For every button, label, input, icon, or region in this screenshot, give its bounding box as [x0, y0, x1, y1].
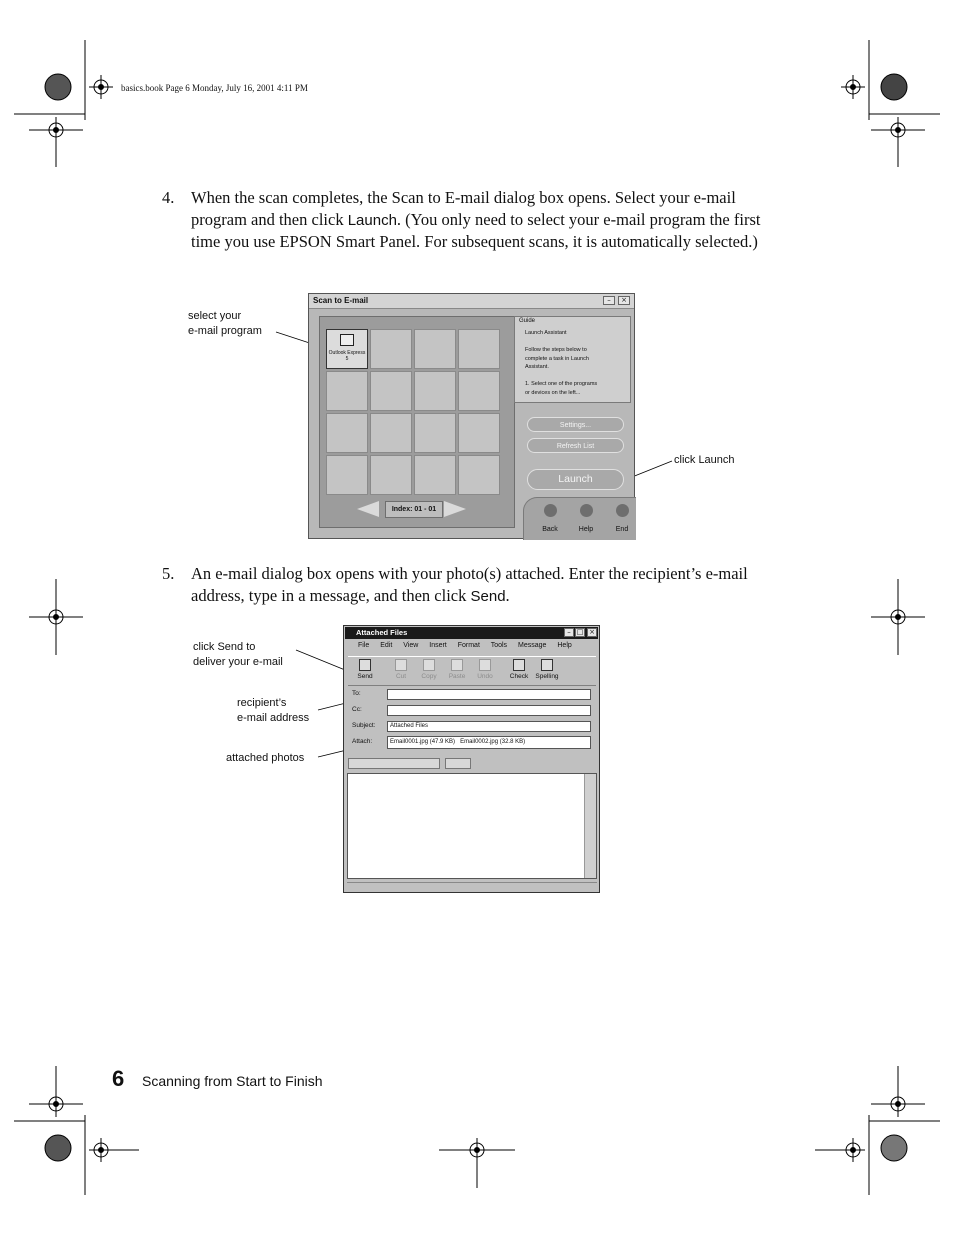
program-cell[interactable] [414, 413, 456, 453]
menu-tools[interactable]: Tools [490, 642, 508, 649]
step-4 [162, 187, 782, 253]
guide-title: Guide [519, 318, 536, 324]
help-icon [580, 504, 593, 517]
menu-format[interactable]: Format [457, 642, 480, 649]
close-button[interactable]: × [587, 628, 597, 637]
program-cell[interactable] [458, 455, 500, 495]
copy-icon [423, 659, 435, 671]
to-field[interactable] [387, 689, 591, 700]
font-select[interactable] [348, 758, 440, 769]
program-cell[interactable] [458, 329, 500, 369]
attach-field[interactable] [387, 736, 591, 749]
end-button[interactable]: End [610, 504, 634, 533]
paste-icon [451, 659, 463, 671]
scrollbar[interactable] [584, 774, 596, 878]
attachment-item[interactable]: Email0001.jpg (47.9 KB) [390, 739, 456, 745]
menu-view[interactable]: View [403, 642, 419, 649]
program-cell[interactable] [326, 371, 368, 411]
program-cell[interactable] [414, 329, 456, 369]
ui-keyword: Send [470, 587, 506, 605]
status-bar [347, 882, 597, 892]
program-cell[interactable] [326, 455, 368, 495]
program-cell[interactable] [326, 413, 368, 453]
attachment-item[interactable]: Email0002.jpg (32.8 KB) [460, 739, 526, 745]
program-cell[interactable] [414, 371, 456, 411]
settings-button[interactable]: Settings... [527, 417, 624, 432]
launch-button[interactable]: Launch [527, 469, 624, 490]
spelling-button[interactable]: Spelling [534, 659, 560, 680]
window-title: Scan to E-mail [309, 294, 634, 309]
step-number: 4. [162, 188, 175, 207]
check-names-button[interactable]: Check [506, 659, 532, 680]
undo-button[interactable]: Undo [472, 659, 498, 680]
section-title: Scanning from Start to Finish [142, 1073, 323, 1089]
cut-button[interactable]: Cut [388, 659, 414, 680]
to-label: To: [352, 690, 361, 697]
next-page-arrow-icon[interactable] [444, 501, 466, 517]
menu-insert[interactable]: Insert [429, 642, 447, 649]
menu-bar [358, 642, 581, 649]
step-number: 5. [162, 564, 175, 583]
callout-send: click Send to deliver your e-mail [193, 641, 283, 668]
undo-icon [479, 659, 491, 671]
toolbar [348, 656, 596, 686]
cc-label: Cc: [352, 706, 362, 713]
program-cell[interactable] [458, 371, 500, 411]
send-icon [359, 659, 371, 671]
program-grid [319, 316, 515, 528]
scan-to-email-window [308, 293, 635, 539]
minimize-button[interactable]: – [603, 296, 615, 305]
spelling-icon [541, 659, 553, 671]
font-size-select[interactable] [445, 758, 471, 769]
formatting-bar [348, 756, 596, 771]
menu-message[interactable]: Message [518, 642, 547, 649]
back-arrow-icon [544, 504, 557, 517]
menu-help[interactable]: Help [557, 642, 572, 649]
program-cell[interactable] [370, 413, 412, 453]
message-body[interactable] [347, 773, 597, 879]
window-title: Attached Files [345, 627, 598, 639]
callout-click-launch: click Launch [674, 454, 735, 466]
send-button[interactable]: Send [352, 659, 378, 680]
cc-field[interactable] [387, 705, 591, 716]
program-cell[interactable] [370, 455, 412, 495]
scissors-icon [395, 659, 407, 671]
ui-keyword: Launch [347, 211, 397, 229]
subject-label: Subject: [352, 722, 376, 729]
email-compose-window [343, 625, 600, 893]
step-text: An e-mail dialog box opens with your photo(s) attached. Enter the recipient’s e-mail address, type in a message, and then click Send. [191, 564, 748, 605]
callout-attached-photos: attached photos [226, 752, 305, 764]
end-icon [616, 504, 629, 517]
previous-page-arrow-icon[interactable] [357, 501, 379, 517]
refresh-list-button[interactable]: Refresh List [527, 438, 624, 453]
minimize-button[interactable]: – [564, 628, 574, 637]
program-cell[interactable] [370, 371, 412, 411]
step-5 [162, 563, 782, 607]
menu-edit[interactable]: Edit [380, 642, 393, 649]
print-header: basics.book Page 6 Monday, July 16, 2001 4:11 PM [121, 83, 308, 93]
callout-select-program: select your e-mail program [188, 310, 262, 337]
page-number: 6 [112, 1066, 125, 1091]
check-names-icon [513, 659, 525, 671]
guide-text: Launch Assistant Follow the steps below to complete a task in Launch Assistant. 1. Select one of the programs or devices on the left... [525, 330, 598, 396]
callout-recipient: recipient’s e-mail address [237, 697, 310, 724]
help-button[interactable]: Help [574, 504, 598, 533]
maximize-button[interactable]: □ [576, 628, 584, 636]
paste-button[interactable]: Paste [444, 659, 470, 680]
back-button[interactable]: Back [538, 504, 562, 533]
program-cell[interactable] [458, 413, 500, 453]
menu-file[interactable]: File [358, 642, 370, 649]
program-cell[interactable] [370, 329, 412, 369]
nav-bar [523, 497, 636, 540]
close-button[interactable]: × [618, 296, 630, 305]
attach-label: Attach: [352, 738, 373, 745]
copy-button[interactable]: Copy [416, 659, 442, 680]
program-cell[interactable] [414, 455, 456, 495]
subject-field[interactable]: Attached Files [387, 721, 591, 732]
index-indicator: Index: 01 - 01 [385, 501, 443, 518]
outlook-express-icon [340, 334, 354, 346]
step-text: When the scan completes, the Scan to E-mail dialog box opens. Select your e-mail program and then click Launch. (You only need to select your e-mail program the first time you use EPSON Smart Panel. For subsequent scans, it is automatically selected.) [191, 188, 761, 251]
program-cell-outlook[interactable]: Outlook Express 5 [326, 329, 368, 369]
guide-panel [514, 316, 631, 403]
